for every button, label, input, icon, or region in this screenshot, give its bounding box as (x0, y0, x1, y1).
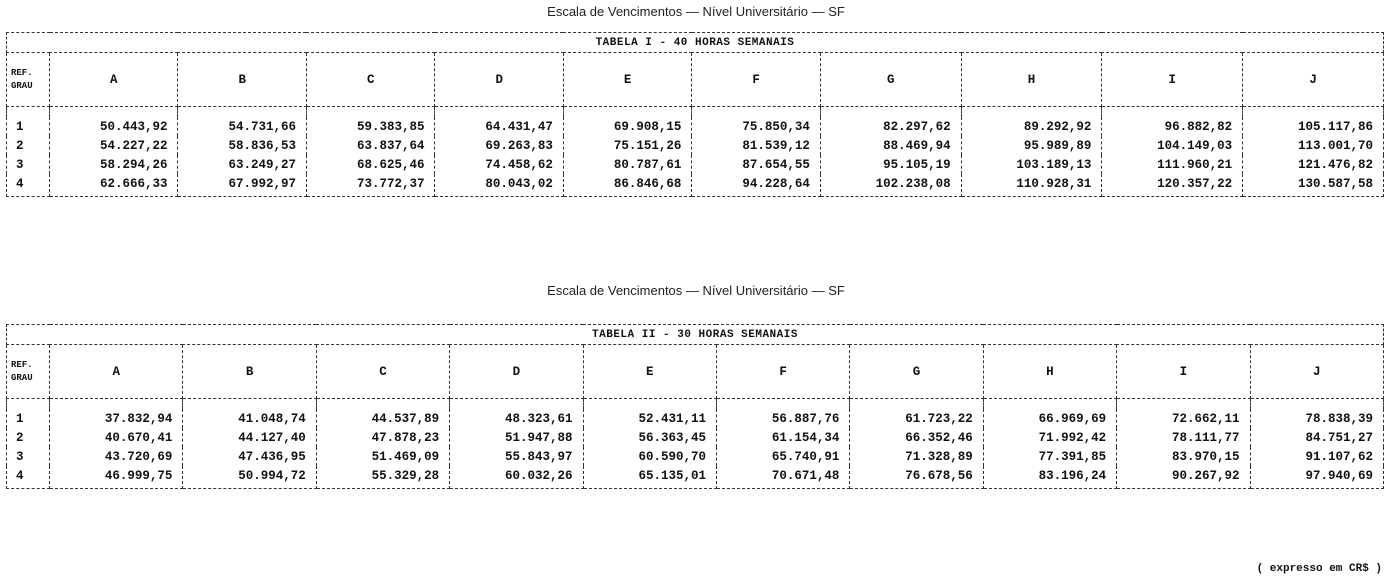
salary-cell: 40.670,41 (50, 428, 183, 447)
salary-cell: 71.992,42 (983, 428, 1116, 447)
salary-cell: 103.189,13 (961, 155, 1102, 174)
salary-cell: 76.678,56 (850, 466, 983, 489)
salary-cell: 44.537,89 (316, 409, 449, 428)
table-row (7, 428, 1384, 447)
salary-cell: 50.994,72 (183, 466, 316, 489)
salary-cell: 88.469,94 (820, 136, 961, 155)
table2-title: TABELA II - 30 HORAS SEMANAIS (7, 325, 1384, 345)
salary-cell: 61.154,34 (716, 428, 849, 447)
salary-cell: 48.323,61 (450, 409, 583, 428)
column-header-e: E (563, 53, 691, 107)
salary-cell: 55.329,28 (316, 466, 449, 489)
salary-cell: 60.032,26 (450, 466, 583, 489)
table-row (7, 117, 1384, 136)
column-header-d: D (435, 53, 563, 107)
salary-cell: 96.882,82 (1102, 117, 1243, 136)
salary-cell: 56.363,45 (583, 428, 716, 447)
salary-cell: 78.111,77 (1117, 428, 1250, 447)
salary-cell: 90.267,92 (1117, 466, 1250, 489)
grau-label: GRAU (11, 372, 33, 383)
salary-cell: 46.999,75 (50, 466, 183, 489)
salary-cell: 80.043,02 (435, 174, 563, 197)
column-header-i: I (1102, 53, 1243, 107)
column-header-c: C (316, 345, 449, 399)
column-header-c: C (306, 53, 434, 107)
table-row (7, 466, 1384, 489)
salary-table-30h (6, 324, 1384, 489)
column-header-b: B (178, 53, 306, 107)
salary-cell: 113.001,70 (1243, 136, 1384, 155)
salary-cell: 64.431,47 (435, 117, 563, 136)
salary-cell: 70.671,48 (716, 466, 849, 489)
column-header-f: F (716, 345, 849, 399)
column-header-h: H (961, 53, 1102, 107)
column-header-g: G (850, 345, 983, 399)
salary-cell: 58.836,53 (178, 136, 306, 155)
column-header-a: A (50, 345, 183, 399)
grau-cell: 2 (7, 428, 50, 447)
salary-cell: 84.751,27 (1250, 428, 1383, 447)
salary-cell: 82.297,62 (820, 117, 961, 136)
table-row (7, 447, 1384, 466)
salary-cell: 61.723,22 (850, 409, 983, 428)
salary-cell: 83.196,24 (983, 466, 1116, 489)
grau-cell: 1 (7, 409, 50, 428)
salary-cell: 83.970,15 (1117, 447, 1250, 466)
salary-cell: 50.443,92 (50, 117, 178, 136)
salary-cell: 73.772,37 (306, 174, 434, 197)
salary-cell: 59.383,85 (306, 117, 434, 136)
grau-cell: 4 (7, 466, 50, 489)
salary-cell: 81.539,12 (692, 136, 820, 155)
salary-cell: 110.928,31 (961, 174, 1102, 197)
column-header-a: A (50, 53, 178, 107)
salary-cell: 54.227,22 (50, 136, 178, 155)
salary-cell: 60.590,70 (583, 447, 716, 466)
salary-cell: 67.992,97 (178, 174, 306, 197)
salary-cell: 78.838,39 (1250, 409, 1383, 428)
column-header-j: J (1243, 53, 1384, 107)
salary-cell: 91.107,62 (1250, 447, 1383, 466)
salary-cell: 51.469,09 (316, 447, 449, 466)
salary-cell: 65.740,91 (716, 447, 849, 466)
salary-cell: 47.878,23 (316, 428, 449, 447)
salary-cell: 104.149,03 (1102, 136, 1243, 155)
salary-cell: 69.263,83 (435, 136, 563, 155)
ref-label: REF. (11, 67, 33, 78)
grau-cell: 1 (7, 117, 50, 136)
salary-cell: 62.666,33 (50, 174, 178, 197)
ref-grau-header (7, 345, 50, 399)
table-row (7, 409, 1384, 428)
salary-cell: 65.135,01 (583, 466, 716, 489)
salary-cell: 95.105,19 (820, 155, 961, 174)
column-header-h: H (983, 345, 1116, 399)
salary-cell: 74.458,62 (435, 155, 563, 174)
table1-title: TABELA I - 40 HORAS SEMANAIS (7, 33, 1384, 53)
salary-cell: 72.662,11 (1117, 409, 1250, 428)
salary-cell: 63.249,27 (178, 155, 306, 174)
salary-cell: 80.787,61 (563, 155, 691, 174)
salary-table-40h (6, 32, 1384, 197)
salary-cell: 75.151,26 (563, 136, 691, 155)
table1-heading: Escala de Vencimentos — Nível Universitário — SF (547, 4, 845, 19)
table-row (7, 155, 1384, 174)
column-header-f: F (692, 53, 820, 107)
salary-cell: 121.476,82 (1243, 155, 1384, 174)
column-header-e: E (583, 345, 716, 399)
grau-cell: 3 (7, 447, 50, 466)
column-header-g: G (820, 53, 961, 107)
salary-cell: 120.357,22 (1102, 174, 1243, 197)
grau-cell: 2 (7, 136, 50, 155)
salary-cell: 66.969,69 (983, 409, 1116, 428)
salary-cell: 75.850,34 (692, 117, 820, 136)
salary-cell: 77.391,85 (983, 447, 1116, 466)
salary-cell: 89.292,92 (961, 117, 1102, 136)
salary-cell: 97.940,69 (1250, 466, 1383, 489)
column-header-j: J (1250, 345, 1383, 399)
grau-cell: 3 (7, 155, 50, 174)
salary-cell: 111.960,21 (1102, 155, 1243, 174)
salary-cell: 87.654,55 (692, 155, 820, 174)
currency-footnote: ( expresso em CR$ ) (1256, 563, 1382, 575)
column-header-b: B (183, 345, 316, 399)
salary-cell: 94.228,64 (692, 174, 820, 197)
column-header-d: D (450, 345, 583, 399)
salary-cell: 69.908,15 (563, 117, 691, 136)
salary-cell: 54.731,66 (178, 117, 306, 136)
salary-cell: 71.328,89 (850, 447, 983, 466)
salary-cell: 68.625,46 (306, 155, 434, 174)
salary-cell: 56.887,76 (716, 409, 849, 428)
column-header-i: I (1117, 345, 1250, 399)
salary-cell: 44.127,40 (183, 428, 316, 447)
salary-cell: 63.837,64 (306, 136, 434, 155)
salary-cell: 43.720,69 (50, 447, 183, 466)
salary-cell: 102.238,08 (820, 174, 961, 197)
salary-cell: 55.843,97 (450, 447, 583, 466)
salary-cell: 95.989,89 (961, 136, 1102, 155)
table-row (7, 136, 1384, 155)
grau-label: GRAU (11, 80, 33, 91)
grau-cell: 4 (7, 174, 50, 197)
salary-cell: 105.117,86 (1243, 117, 1384, 136)
salary-cell: 86.846,68 (563, 174, 691, 197)
salary-cell: 41.048,74 (183, 409, 316, 428)
ref-grau-header (7, 53, 50, 107)
salary-cell: 37.832,94 (50, 409, 183, 428)
salary-cell: 130.587,58 (1243, 174, 1384, 197)
table2-heading: Escala de Vencimentos — Nível Universitário — SF (547, 283, 845, 298)
salary-cell: 47.436,95 (183, 447, 316, 466)
salary-cell: 52.431,11 (583, 409, 716, 428)
salary-cell: 51.947,88 (450, 428, 583, 447)
salary-cell: 66.352,46 (850, 428, 983, 447)
table-row (7, 174, 1384, 197)
ref-label: REF. (11, 359, 33, 370)
salary-cell: 58.294,26 (50, 155, 178, 174)
